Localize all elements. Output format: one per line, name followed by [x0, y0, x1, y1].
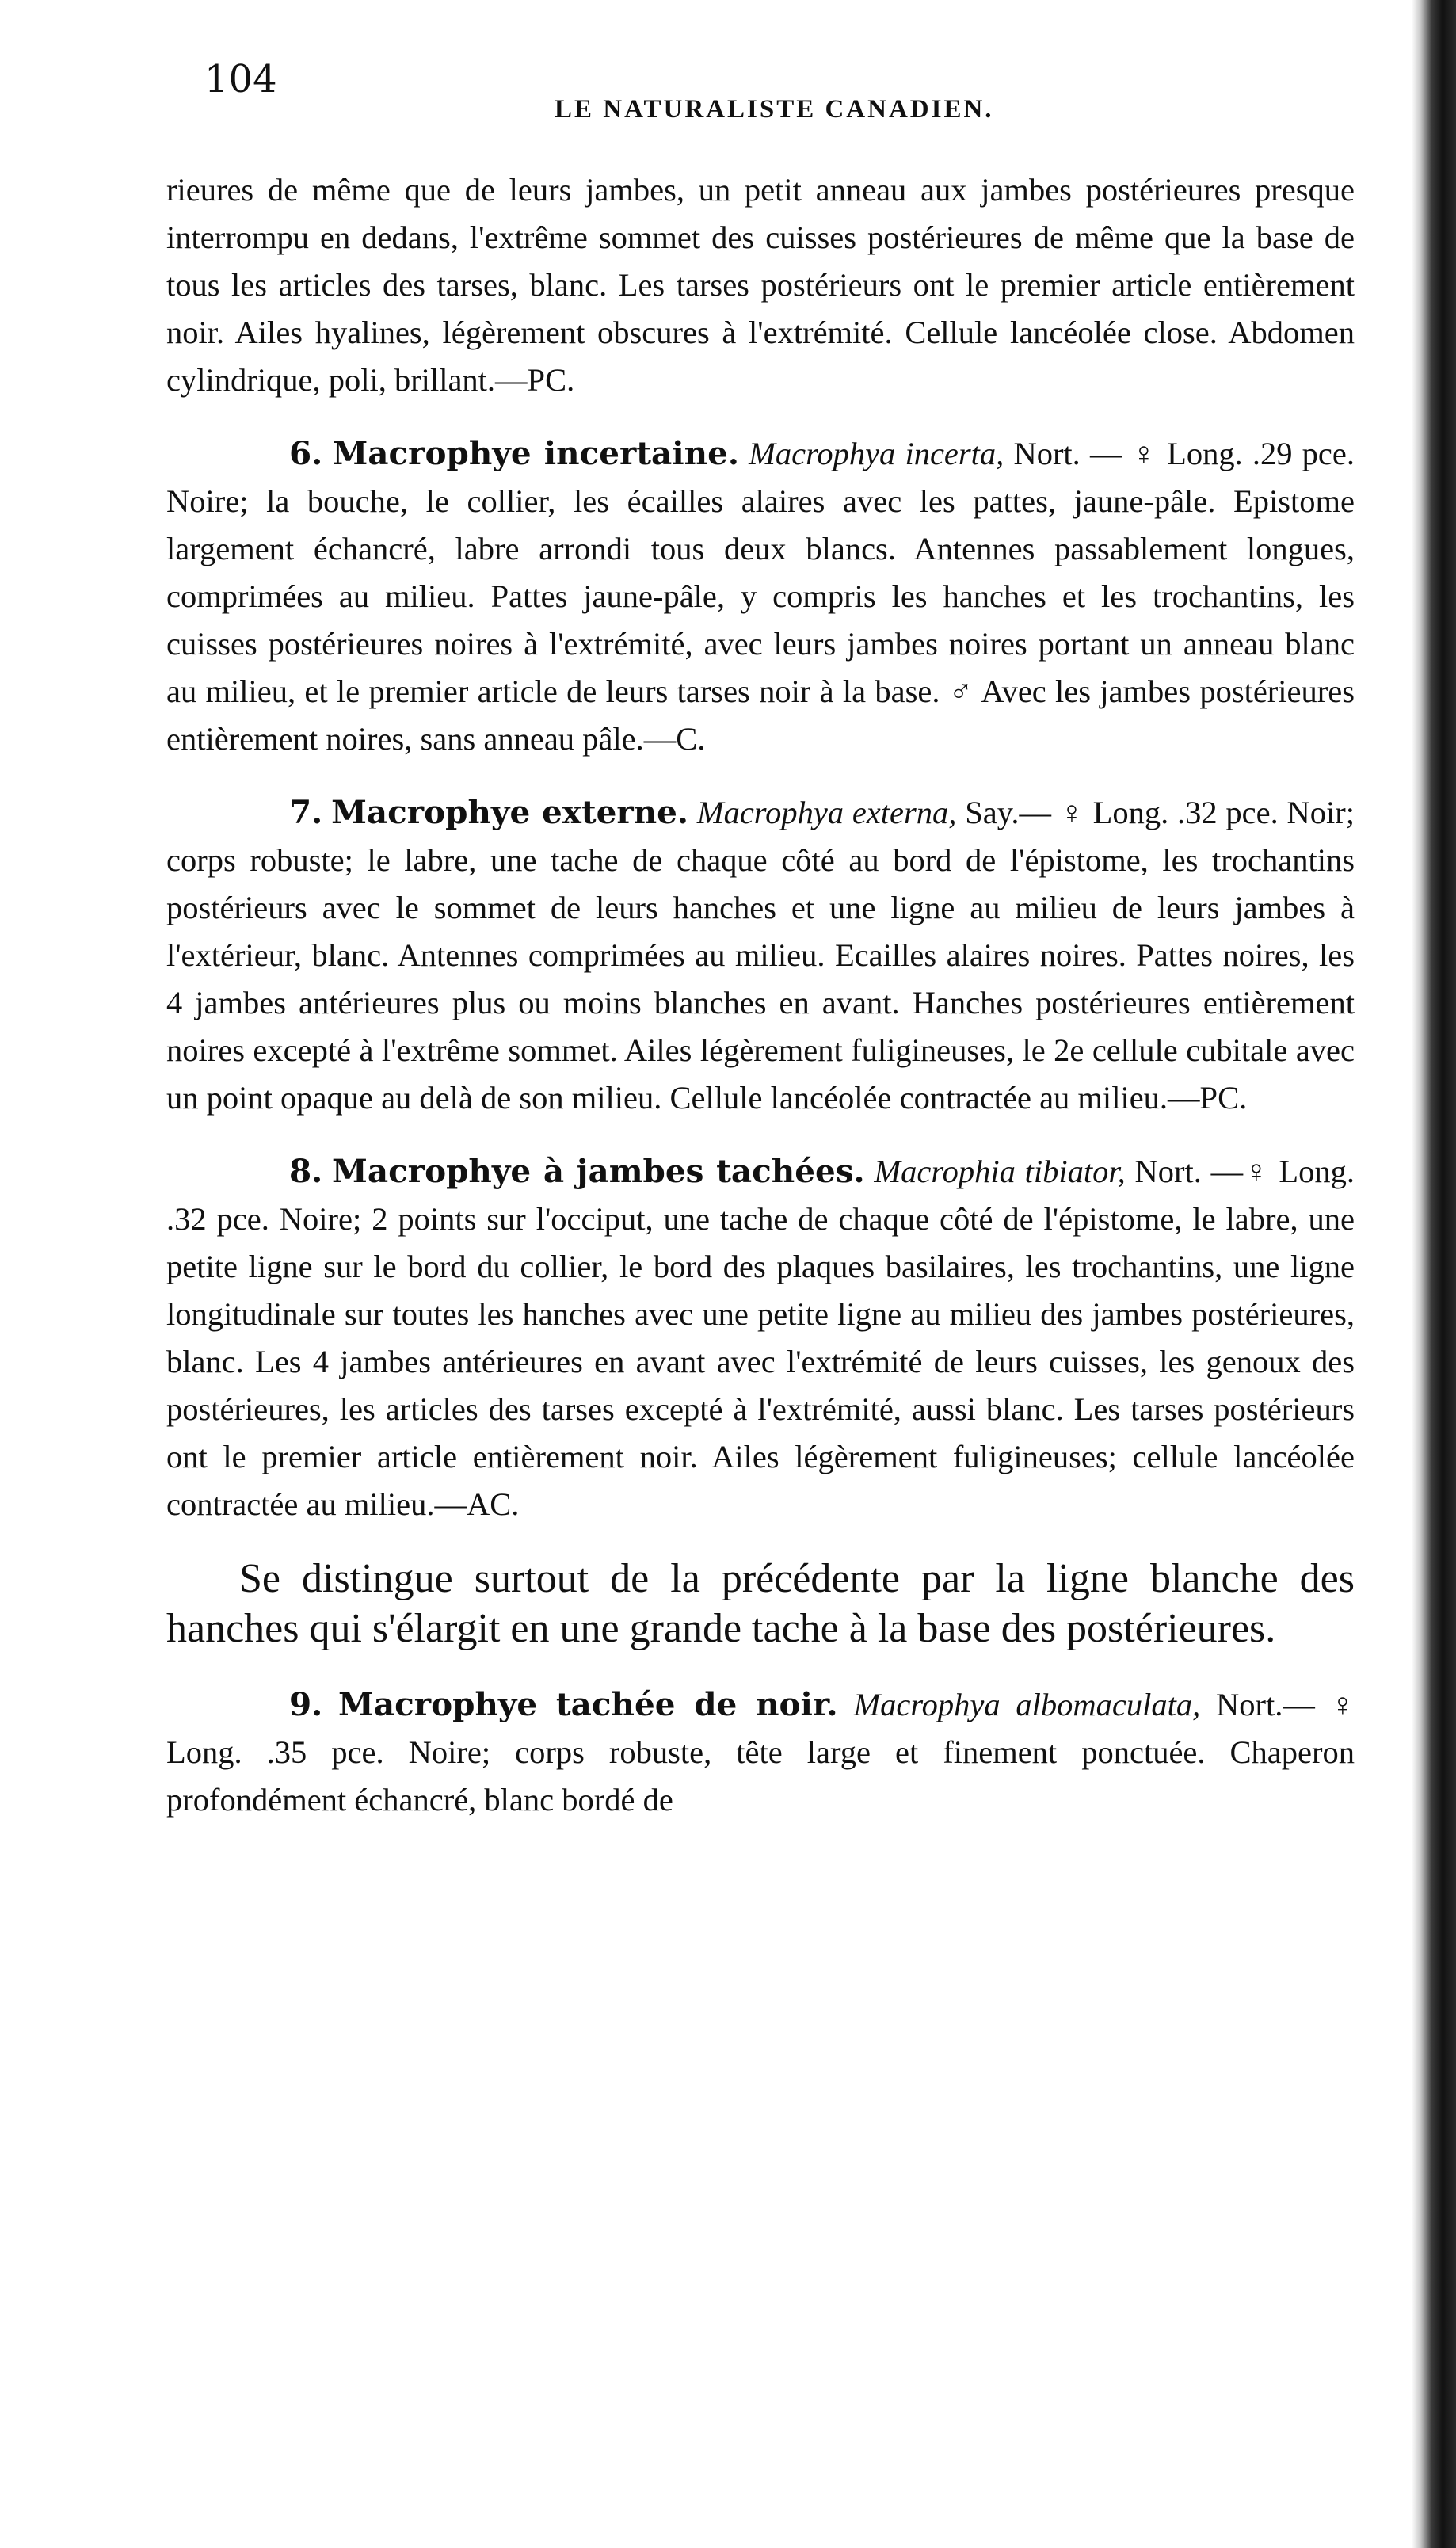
latin-name: Macrophya albomaculata, [853, 1687, 1201, 1722]
page-number: 104 [204, 57, 277, 101]
species-description: Long. .32 pce. Noir; corps robuste; le labre, une tache de chaque côté au bord de l'épistome, les trochantins postérieurs avec le sommet de leurs hanches et une ligne au milieu de leurs jambes à l'extérieur, blanc. Antennes comprimées au milieu. Ecailles alaires noires. Pattes noires, les 4 jambes antérieures plus ou moins blanches en avant. Hanches postérieures entièrement noires excepté à l'extrême sommet. Ailes légèrement fuligineuses, le 2e cellule cubitale avec un point opaque au delà de son milieu. Cellule lancéolée contractée au milieu.—PC. [166, 795, 1355, 1116]
running-head: LE NATURALISTE CANADIEN. [555, 95, 994, 124]
paragraph-text: rieures de même que de leurs jambes, un petit anneau aux jambes postérieures presque interrompu en dedans, l'extrême sommet des cuisses postérieures de même que la base de tous les articles des tarses, blanc. Les tarses postérieurs ont le premier article entièrement noir. Ailes hyalines, légèrement obscures à l'extrémité. Cellule lancéolée close. Abdomen cylindrique, poli, brillant.—PC. [166, 172, 1355, 398]
remark-paragraph [166, 1554, 1355, 1654]
species-name: Macrophye à jambes tachées. [332, 1152, 865, 1190]
latin-name: Macrophya externa, [696, 795, 957, 830]
species-name: Macrophye externe. [331, 793, 689, 831]
latin-name: Macrophia tibiator, [874, 1154, 1126, 1189]
continued-paragraph [166, 166, 1355, 404]
species-entry-8 [166, 1147, 1355, 1528]
species-description: Nort.— ♀ Long. .35 pce. Noire; corps robuste, tête large et finement ponctuée. Chaperon profondément échancré, blanc bordé de [166, 1687, 1355, 1818]
author-sex: Nort. — ♀ [1004, 436, 1157, 471]
species-entry-7 [166, 788, 1355, 1122]
author-sex: Nort. [1125, 1154, 1202, 1189]
latin-name: Macrophya incerta, [749, 436, 1004, 471]
binding-shadow [1412, 0, 1456, 2548]
species-number: 9. [289, 1685, 323, 1723]
species-number: 8. [289, 1152, 323, 1190]
species-name: Macrophye incertaine. [332, 434, 739, 472]
author-sex: Say.— ♀ [956, 795, 1084, 830]
species-entry-6 [166, 429, 1355, 763]
species-description: —♀ Long. .32 pce. Noire; 2 points sur l'occiput, une tache de chaque côté de l'épistome, le labre, une petite ligne sur le bord du collier, le bord des plaques basilaires, les trochantins, une ligne longitudinale sur toutes les hanches avec une petite ligne au milieu des jambes postérieures, blanc. Les 4 jambes antérieures en avant avec l'extrémité de leurs cuisses, les genoux des postérieures, les articles des tarses excepté à l'extrémité, aussi blanc. Les tarses postérieurs ont le premier article entièrement noir. Ailes légèrement fuligineuses; cellule lancéolée contractée au milieu.—AC. [166, 1154, 1355, 1522]
species-description: Long. .29 pce. Noire; la bouche, le collier, les écailles alaires avec les pattes, jaune-pâle. Epistome largement échancré, labre arrondi tous deux blancs. Antennes passablement longues, comprimées au milieu. Pattes jaune-pâle, y compris les hanches et les trochantins, les cuisses postérieures noires à l'extrémité, avec leurs jambes noires portant un anneau blanc au milieu, et le premier article de leurs tarses noir à la base. ♂ Avec les jambes postérieures entièrement noires, sans anneau pâle.—C. [166, 436, 1355, 757]
page-body [166, 166, 1355, 1849]
species-name: Macrophye tachée de noir. [338, 1685, 838, 1723]
species-number: 6. [289, 434, 323, 472]
remark-text: Se distingue surtout de la précédente par la ligne blanche des hanches qui s'élargit en une grande tache à la base des postérieures. [166, 1556, 1355, 1651]
species-number: 7. [289, 793, 323, 831]
species-entry-9 [166, 1680, 1355, 1824]
